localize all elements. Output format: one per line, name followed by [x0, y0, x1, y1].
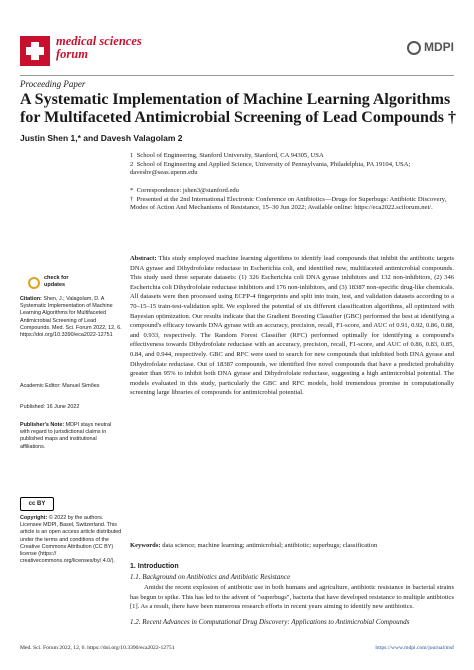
- check-updates-icon[interactable]: [28, 277, 40, 289]
- affiliation-2: 2 School of Engineering and Applied Science, University of Pennsylvania, Philadelphia, PA 19104, USA; daveshv@seas.upenn.edu: [130, 161, 411, 177]
- footer-citation: Med. Sci. Forum 2022, 12, 6. https://doi.org/10.3390/eca2022-12751: [20, 645, 175, 651]
- mdpi-icon: [407, 41, 421, 55]
- subsection-1-2: 1.2. Recent Advances in Computational Drug Discovery: Applications to Antimicrobial Compounds: [130, 618, 410, 626]
- conference-note: † Presented at the 2nd International Electronic Conference on Antibiotics—Drugs for Superbugs: Antibiotic Discovery, Modes of Action And Mechanisms of Resistance, 15–30 Jun 2022; Available online: https://eca2022.sciforum.net/.: [130, 196, 447, 212]
- abstract: [130, 254, 454, 398]
- journal-name-line2: forum: [56, 47, 88, 61]
- journal-name-line1: medical sciences: [56, 34, 142, 48]
- journal-link[interactable]: https://www.mdpi.com/journal/msf: [375, 645, 454, 651]
- abstract-text: This study employed machine learning algorithms to identify lead compounds that inhibit the antibiotic targets DNA gyrase and Dihydrofolate reductase in Escherichia coli, and identified new, multifaceted antimicrobial compounds. This study used three separate datasets: (1) 326 Escherichia coli DNA gyrase inhibitors and 132 non-inhibitors, (2) 346 Escherichia coli Dihydrofolate reductase inhibitors and 176 non-inhibitors, and (3) 18387 non-specific drug-like chemicals. All datasets were then processed using ECFP-4 fingerprints and split into train, test, and validation datasets according to a 70–15–15 train-test-validation split. We explored the potential of six different classification algorithms, all optimized with Bayesian optimization. Our results indicate that the Gradient Boosting Classifier (GBC) performed the best at identifying a compound's efficacy towards DNA gyrase with an accuracy, precision, recall, F1-score, and AUC of 0.91, 0.92, 0.86, 0.88, and 0.933, respectively. The Random Forest Classifier (RFC) performed optimally for identifying a compound's effectiveness towards Dihydrofolate reductase with an accuracy, precision, recall, F1-score, and AUC of 0.86, 0.83, 0.85, 0.84, and 0.944, respectively. GBC and RFC were used to search for new compounds that inhibited both DNA gyrase and Dihydrofolate reductase. Out of 18387 compounds, we identified five novel compounds that have a predicted probability greater than 95% to inhibit both DNA gyrase and Dihydrofolate reductase, suggesting a high antimicrobial potential. The models evaluated in this study, particularly the GBC and RFC models, hold tremendous promise in computationally screening large libraries of compounds for antimicrobial potential.: [130, 255, 454, 397]
- journal-name: [56, 35, 142, 61]
- keywords-label: Keywords:: [130, 542, 161, 549]
- correspondence: * Correspondence: jshen3@stanford.edu: [130, 187, 239, 194]
- academic-editor: Academic Editor: Manuel Simões: [20, 383, 100, 389]
- cross-icon-vertical: [31, 42, 39, 60]
- cc-by-license-icon[interactable]: cc BY: [20, 497, 54, 511]
- affiliation-1: 1 School of Engineering, Stanford University, Stanford, CA 94305, USA: [130, 152, 324, 159]
- footer: [20, 645, 454, 651]
- header-rule: [20, 75, 454, 76]
- authors: Justin Shen 1,* and Davesh Valagolam 2: [20, 133, 183, 143]
- keywords: [130, 541, 454, 550]
- section-introduction: 1. Introduction: [130, 563, 179, 570]
- paper-type: Proceeding Paper: [20, 79, 86, 89]
- keywords-text: data science; machine learning; antimicrobial; antibiotic; superbugs; classification: [162, 542, 378, 549]
- citation: Citation: Shen, J.; Valagolam, D. A Systematic Implementation of Machine Learning Algorithms for Multifaceted Antimicrobial Screening of Lead Compounds. Med. Sci. Forum 2022, 12, 6. https://doi.org/10.3390/eca2022-12751: [20, 296, 122, 339]
- copyright: Copyright: © 2022 by the authors. Licensee MDPI, Basel, Switzerland. This article is an open access article distributed under the terms and conditions of the Creative Commons Attribution (CC BY) license (https:// creativecommons.org/licenses/by/ 4.0/).: [20, 515, 122, 565]
- publisher-name: MDPI: [424, 40, 454, 54]
- subsection-1-1: 1.1. Background on Antibiotics and Antibiotic Resistance: [130, 573, 291, 581]
- published-date: Published: 16 June 2022: [20, 404, 80, 410]
- publisher-note: Publisher's Note: MDPI stays neutral with regard to jurisdictional claims in published maps and institutional affiliations.: [20, 422, 112, 450]
- check-updates[interactable]: check for updates: [44, 275, 69, 288]
- paragraph-1: Amidst the recent explosion of antibiotic use in both humans and agriculture, antibiotic resistance in bacterial strains has begun to spike. This has led to the advent of "superbugs", bacteria that have developed resistance to multiple antibiotics [1]. As a result, there have been numerous research efforts in recent years aiming to identify new antibiotics.: [130, 584, 454, 611]
- abstract-label: Abstract:: [130, 255, 157, 262]
- publisher-logo: [407, 40, 454, 55]
- paper-title: A Systematic Implementation of Machine Learning Algorithms for Multifaceted Antimicrobial Screening of Lead Compounds †: [20, 91, 456, 126]
